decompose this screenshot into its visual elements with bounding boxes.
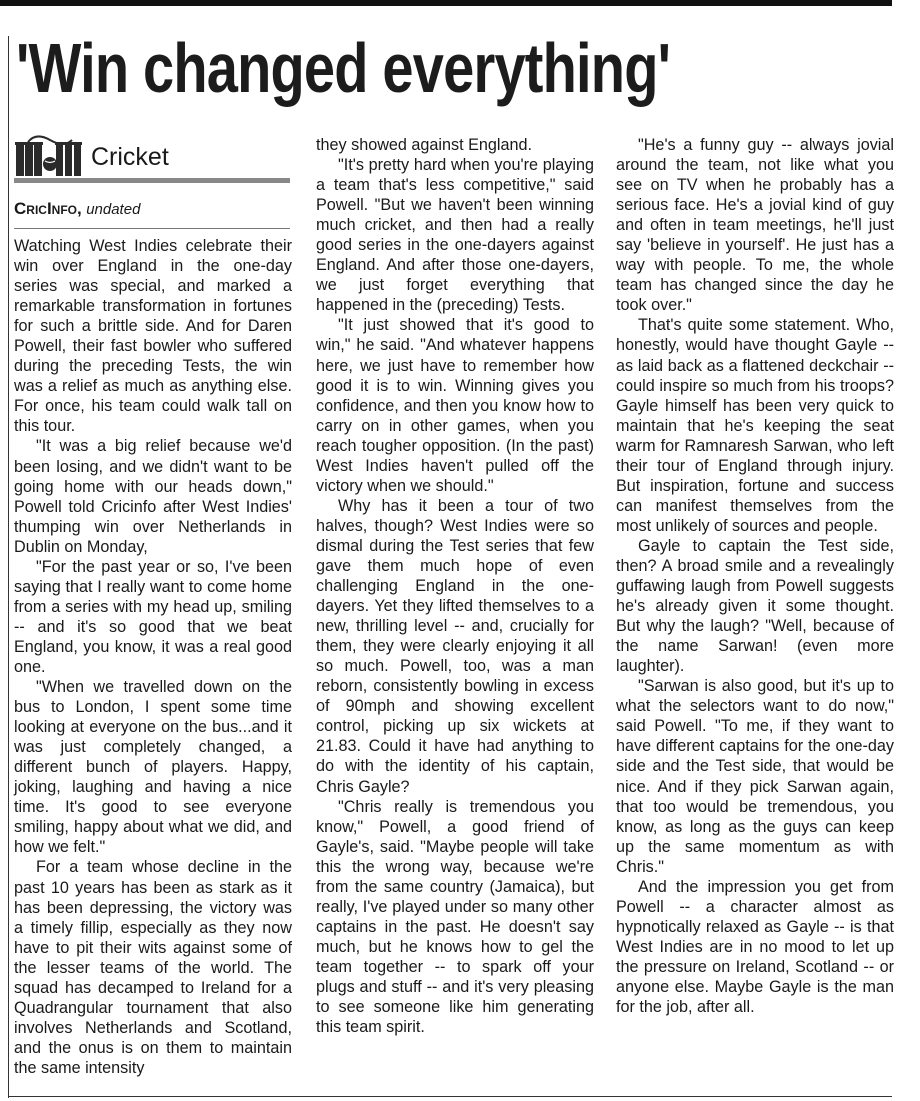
paragraph: That's quite some statement. Who, honestly, would have thought Gayle -- as laid back as a flattened deckchair -- could inspire so much from his troops? Gayle himself has been very quick to maintain that he's keeping the seat warm for Ramnaresh Sarwan, who left their tour of England through injury. But inspiration, fortune and success can manifest themselves from the most unlikely of sources and people. [616, 316, 894, 535]
paragraph: "He's a funny guy -- always jovial around the team, not like what you see on TV when he probably has a serious face. He's a jovial kind of guy and often in team meetings, he'll just say 'believe in yourself'. He just has a way with people. To me, the whole team has changed since the day he took over." [616, 136, 894, 315]
bottom-rule [8, 1096, 892, 1097]
left-rule [8, 36, 9, 1098]
paragraph: "Chris really is tremendous you know," Powell, a good friend of Gayle's, said. "Maybe people will take this the wrong way, because we're from the same country (Jamaica), but really, I've played under so many other captains in the past. He doesn't say much, but he knows how to gel the team together -- to spark off your plugs and stuff -- and it's very pleasing to see someone like him generating this team spirit. [316, 797, 594, 1037]
paragraph: For a team whose decline in the past 10 years has been as stark as it has been depressing, the victory was a timely fillip, especially as they now have to pit their wits against some of the lesser teams of the world. The squad has decamped to Ireland for a Quadrangular tournament that also involves Netherlands and Scotland, and the onus is on them to maintain the same intensity [14, 858, 292, 1077]
paragraph: "When we travelled down on the bus to London, I spent some time looking at everyone on the bus...and it was just completely changed, a different bunch of players. Happy, joking, laughing and having a nice time. It's good to see everyone smiling, happy about what we did, and how we felt." [14, 678, 292, 857]
section-divider [14, 178, 290, 183]
paragraph: And the impression you get from Powell -- a character almost as hypnotically relaxed as Gayle -- is that West Indies are in no mood to let up the pressure on Ireland, Scotland -- or anyone else. Maybe Gayle is the man for the job, after all. [616, 877, 894, 1017]
section-label: Cricket [91, 143, 169, 171]
paragraph: "Sarwan is also good, but it's up to what the selectors want to do now," said Powell. "To me, if they want to have different captains for the one-day side and the Test side, that would be nice. And if they pick Sarwan again, that too would be tremendous, you know, as long as the guys can keep up the same momentum as with Chris." [616, 677, 894, 876]
paragraph: "It's pretty hard when you're playing a team that's less competitive," said Powell. "But we haven't been winning much cricket, and then had a really good series in the one-dayers against England. And after those one-dayers, we just forget everything that happened in the (preceding) Tests. [316, 156, 594, 315]
cricket-stumps-icon [14, 134, 86, 178]
paragraph: Why has it been a tour of two halves, though? West Indies were so dismal during the Test series that few gave them much hope of even challenging England in the one-dayers. Yet they lifted themselves to a new, thrilling level -- and, crucially for them, they were clearly enjoying it all so much. Powell, too, was a man reborn, consistently bowling in excess of 90mph and showing excellent control, picking up six wickets at 21.83. Could it have had anything to do with the identity of his captain, Chris Gayle? [316, 496, 594, 796]
paragraph: Watching West Indies celebrate their win over England in the one-day series was special, and marked a remarkable transformation in fortunes for such a brittle side. And for Daren Powell, their fast bowler who suffered during the preceding Tests, the win was a relief as much as anything else. For once, his team could walk tall on this tour. [14, 237, 292, 436]
byline-date: undated [86, 201, 141, 218]
byline-divider [14, 228, 290, 229]
paragraph: "For the past year or so, I've been saying that I really want to come home from a series with my head up, smiling -- and it's so good that we beat England, you know, it was a real good one. [14, 557, 292, 676]
byline [14, 198, 140, 221]
paragraph: they showed against England. [316, 136, 532, 154]
paragraph: "It was a big relief because we'd been losing, and we didn't want to be going home with our heads down," Powell told Cricinfo after West Indies' thumping win over Netherlands in Dublin on Monday, [14, 437, 292, 556]
section-header [14, 130, 290, 178]
byline-source: CricInfo, [14, 199, 82, 218]
paragraph: Gayle to captain the Test side, then? A broad smile and a revealingly guffawing laugh from Powell suggests he's already given it some thought. But why the laugh? "Well, because of the name Sarwan! (even more laughter). [616, 536, 894, 676]
article-column-3 [616, 135, 894, 1017]
headline: 'Win changed everything' [16, 29, 671, 107]
top-rule [0, 0, 892, 6]
article-column-2 [316, 135, 594, 1037]
article-column-1 [14, 236, 292, 1078]
paragraph: "It just showed that it's good to win," he said. "And whatever happens here, we just have to remember how good it is to win. Winning gives you confidence, and then you know how to carry on in other games, when you reach tougher opposition. (In the past) West Indies haven't pulled off the victory when we should." [316, 316, 594, 495]
